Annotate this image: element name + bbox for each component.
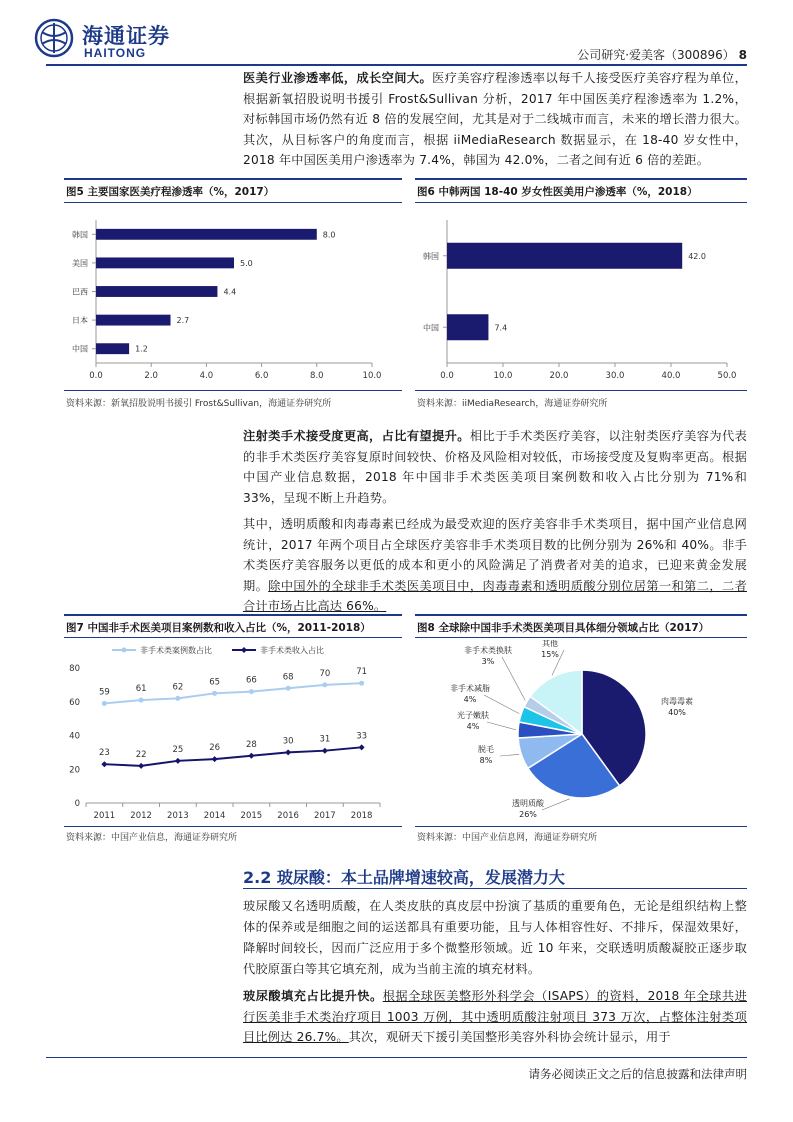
fig5-source: 资料来源：新氧招股说明书援引 Frost&Sullivan，海通证券研究所	[66, 399, 332, 409]
fig6-top-rule	[415, 178, 747, 180]
category-label: 巴西	[72, 287, 88, 297]
fig5-title-rule	[64, 202, 402, 203]
x-tick-label: 4.0	[199, 371, 214, 381]
haitong-logo	[34, 18, 184, 62]
bar	[96, 229, 317, 240]
x-tick-label: 8.0	[310, 371, 324, 381]
bar-value-label: 4.4	[223, 287, 237, 297]
section-title: 2.2 玻尿酸：本土品牌增速较高，发展潜力大	[243, 868, 565, 887]
slice-value: 4%	[463, 695, 477, 704]
slice-name: 光子嫩肤	[457, 711, 489, 720]
data-label: 61	[135, 684, 147, 695]
series-point	[139, 698, 144, 703]
leader-line	[500, 754, 519, 756]
fig8-source: 资料来源：中国产业信息网，海通证券研究所	[417, 833, 598, 843]
fig5-title: 图5 主要国家医美疗程渗透率（%，2017）	[66, 186, 275, 198]
slice-name: 其他	[542, 640, 558, 648]
bar-value-label: 42.0	[688, 251, 707, 261]
x-tick-label: 2012	[130, 811, 152, 821]
report-type: 公司研究·爱美客（300896）	[577, 48, 735, 62]
bar	[96, 343, 129, 354]
category-label: 韩国	[423, 251, 439, 261]
paragraph-underlined: 根据全球医美整形外科学会（ISAPS）的资料，2018 年全球共进行医美非手术类治疗项目 1003 万例，其中透明质酸注射项目 373 万次，占整体注射类项目比例达 26.7%。	[243, 989, 747, 1044]
slice-value: 26%	[519, 810, 537, 819]
logo-text-cn: 海通证券	[82, 23, 170, 48]
data-label: 66	[245, 675, 257, 686]
x-tick-label: 0.0	[89, 371, 103, 381]
data-label: 65	[209, 677, 221, 688]
fig5-top-rule	[64, 178, 402, 180]
data-label: 26	[209, 743, 221, 754]
paragraph-penetration	[243, 68, 747, 171]
x-tick-label: 10.0	[362, 371, 382, 381]
series-point	[322, 682, 327, 687]
category-label: 中国	[72, 344, 88, 354]
page-number: 8	[738, 48, 747, 62]
leader-line	[484, 695, 519, 714]
data-label: 71	[356, 667, 368, 678]
data-label: 62	[172, 682, 184, 693]
data-label: 33	[356, 731, 368, 742]
fig6-title: 图6 中韩两国 18-40 岁女性医美用户渗透率（%，2018）	[417, 186, 698, 198]
x-tick-label: 6.0	[254, 371, 269, 381]
paragraph-underlined: 除中国外的全球非手术类医美项目中，肉毒毒素和透明质酸分别位居第一和第二，二者合计市场占比高达 66%。	[243, 578, 747, 613]
data-label: 70	[319, 668, 331, 679]
paragraph-lead: 玻尿酸填充占比提升快。	[243, 989, 383, 1003]
series-point	[212, 691, 217, 696]
section-rule	[243, 888, 747, 889]
x-tick-label: 50.0	[717, 371, 737, 381]
legend-marker	[122, 648, 127, 653]
data-label: 59	[98, 687, 110, 698]
paragraph-body: 玻尿酸又名透明质酸，在人类皮肤的真皮层中扮演了基质的重要角色，无论是组织结构上整体的保养或是细胞之间的运送都具有重要功能，且与人体相容性好、不排斥，保湿效果好，降解时间较长，因而广泛应用于多个微整形领域。近 10 年来，交联透明质酸凝胶正逐步取代胶原蛋白等其它填充剂，成为当前主流的填充材料。	[243, 899, 747, 976]
bar	[447, 314, 488, 340]
paragraph-lead: 注射类手术接受度更高，占比有望提升。	[243, 429, 470, 443]
series-point	[138, 763, 144, 769]
y-tick-label: 40	[69, 731, 80, 742]
paragraph-tail: 其次，观研天下援引美国整形美容外科协会统计显示，用于	[348, 1030, 671, 1044]
fig7-title: 图7 中国非手术医美项目案例数和收入占比（%，2011-2018）	[66, 622, 371, 634]
logo-text-en: HAITONG	[84, 46, 147, 60]
y-tick-label: 20	[69, 765, 80, 776]
leader-line	[542, 799, 570, 810]
paragraph-hyaluronic-intro	[243, 896, 747, 980]
fig5-bottom-rule	[64, 390, 402, 391]
slice-value: 4%	[466, 722, 480, 731]
fig8-top-rule	[415, 614, 747, 616]
report-header-info	[577, 46, 747, 63]
series-point	[175, 696, 180, 701]
x-tick-label: 2014	[203, 811, 226, 821]
legend-label: 非手术类收入占比	[260, 646, 324, 655]
category-label: 美国	[72, 258, 88, 268]
bar	[96, 315, 171, 326]
fig6-bar-chart	[415, 208, 747, 388]
leader-line	[502, 657, 525, 700]
slice-name: 非手术减脂	[450, 684, 490, 693]
footer-rule	[46, 1057, 747, 1058]
series-point	[248, 753, 254, 759]
series-point	[286, 686, 291, 691]
series-point	[175, 758, 181, 764]
fig8-pie-chart	[415, 640, 747, 825]
fig8-title-rule	[415, 637, 747, 638]
x-tick-label: 0.0	[440, 371, 454, 381]
fig7-top-rule	[64, 614, 402, 616]
slice-name: 肉毒毒素	[661, 697, 693, 706]
bar-value-label: 5.0	[240, 258, 253, 268]
header-rule	[46, 64, 747, 66]
fig7-line-chart	[64, 640, 402, 825]
data-label: 68	[282, 672, 294, 683]
paragraph-lead: 医美行业渗透率低，成长空间大。	[243, 71, 433, 85]
y-tick-label: 80	[69, 664, 80, 674]
bar	[96, 257, 234, 268]
fig5-bar-chart	[64, 208, 402, 388]
slice-value: 40%	[668, 708, 686, 717]
x-tick-label: 40.0	[661, 371, 681, 381]
fig8-bottom-rule	[415, 826, 747, 827]
bar-value-label: 2.7	[176, 316, 190, 326]
series-point	[322, 748, 328, 754]
fig7-source: 资料来源：中国产业信息，海通证券研究所	[66, 833, 238, 843]
bar-value-label: 8.0	[322, 230, 336, 240]
category-label: 韩国	[72, 230, 88, 240]
slice-name: 脱毛	[478, 745, 494, 754]
x-tick-label: 10.0	[493, 371, 513, 381]
bar	[96, 286, 217, 297]
slice-value: 3%	[481, 657, 495, 666]
data-label: 23	[98, 748, 110, 759]
fig6-source: 资料来源：iiMediaResearch，海通证券研究所	[417, 399, 608, 409]
series-point	[101, 761, 107, 767]
series-point	[359, 744, 365, 750]
x-tick-label: 2011	[93, 811, 116, 821]
y-tick-label: 60	[69, 697, 80, 708]
x-tick-label: 2018	[350, 811, 373, 821]
series-point	[249, 689, 254, 694]
fig8-title: 图8 全球除中国非手术类医美项目具体细分领域占比（2017）	[417, 622, 710, 634]
paragraph-body: 医疗美容疗程渗透率以每千人接受医疗美容疗程为单位，根据新氧招股说明书援引 Frost&Sullivan 分析，2017 年中国医美疗程渗透率为 1.2%，对标韩国市场仍然有近 8 倍的发展空间，尤其是对于二线城市而言，未来的增长潜力很大。其次，从目标客户的角度而言，根据 iiMediaResearch 数据显示，在 18-40 岁女性中，2018 年中国医美用户渗透率为 7.4%，韩国为 42.0%，二者之间有近 6 倍的差距。	[243, 71, 748, 167]
data-label: 28	[245, 739, 257, 750]
paragraph-injection	[243, 426, 747, 508]
fig6-bottom-rule	[415, 390, 747, 391]
data-label: 31	[319, 734, 331, 745]
series-point	[359, 681, 364, 686]
paragraph-body: 其中，透明质酸和肉毒毒素已经成为最受欢迎的医疗美容非手术类项目，据中国产业信息网统计，2017 年两个项目占全球医疗美容非手术类项目数的比例分别为 26%和 40%。非手术类医疗美容服务以更低的成本和更小的风险满足了消费者对美的追求，已迎来黄金发展期。	[243, 517, 747, 593]
bar-value-label: 1.2	[135, 344, 148, 354]
paragraph-hyaluronic-botox	[243, 514, 747, 617]
footer-disclaimer: 请务必阅读正文之后的信息披露和法律声明	[528, 1067, 747, 1081]
x-tick-label: 2017	[314, 811, 336, 821]
series-point	[212, 756, 218, 762]
haitong-logo-icon	[34, 18, 74, 58]
x-tick-label: 2013	[167, 811, 189, 821]
x-tick-label: 2016	[277, 811, 299, 821]
fig6-title-rule	[415, 202, 747, 203]
x-tick-label: 20.0	[549, 371, 569, 381]
x-tick-label: 30.0	[605, 371, 625, 381]
category-label: 日本	[72, 316, 88, 326]
data-label: 25	[172, 744, 184, 755]
slice-name: 透明质酸	[512, 799, 544, 808]
series-point	[102, 701, 107, 706]
data-label: 22	[135, 749, 147, 760]
paragraph-filler-share	[243, 986, 747, 1048]
slice-value: 8%	[479, 756, 493, 765]
x-tick-label: 2015	[240, 811, 263, 821]
series-point	[285, 749, 291, 755]
category-label: 中国	[423, 323, 439, 333]
x-tick-label: 2.0	[144, 371, 158, 381]
bar	[447, 243, 682, 269]
legend-marker	[241, 647, 247, 653]
slice-value: 15%	[541, 650, 559, 659]
data-label: 30	[282, 736, 294, 747]
fig7-title-rule	[64, 637, 402, 638]
y-tick-label: 0	[74, 799, 80, 809]
fig7-bottom-rule	[64, 826, 402, 827]
slice-name: 非手术类换肤	[464, 646, 512, 655]
legend-label: 非手术类案例数占比	[140, 646, 212, 655]
paragraph-body: 相比于手术类医疗美容，以注射类医疗美容为代表的非手术类医疗美容复原时间较快、价格及风险相对较低，市场接受度及复购率更高。根据中国产业信息数据，2018 年中国非手术类医美项目案例数和收入占比分别为 71%和 33%，呈现不断上升趋势。	[243, 429, 747, 505]
leader-line	[487, 722, 516, 730]
bar-value-label: 7.4	[494, 323, 508, 333]
